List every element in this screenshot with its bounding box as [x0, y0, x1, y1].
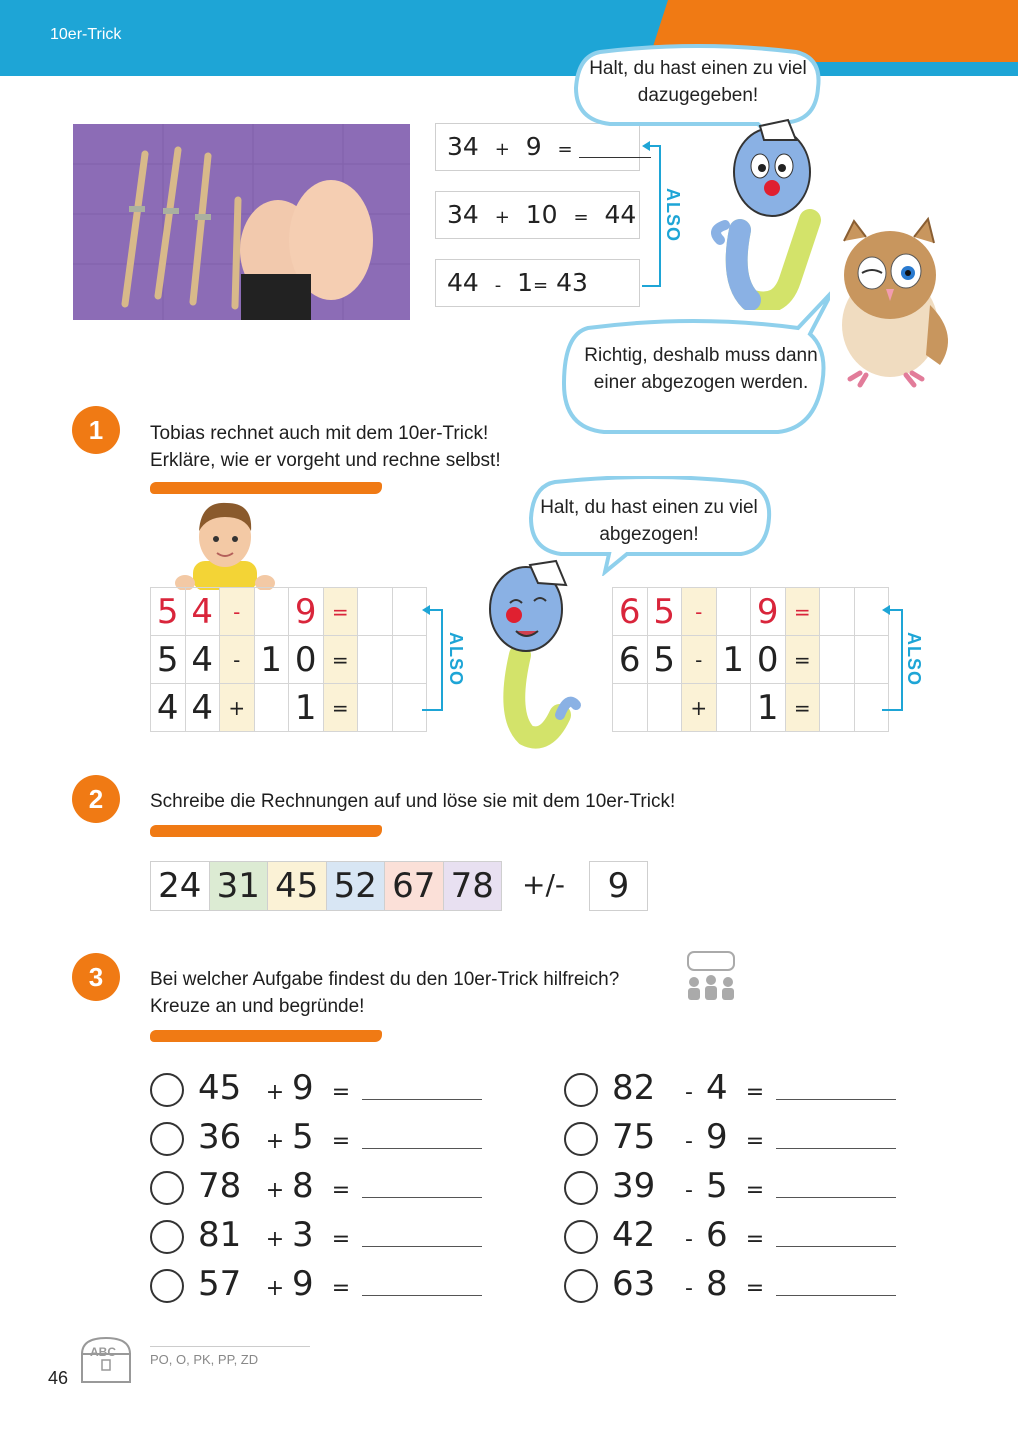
- answer-line[interactable]: [776, 1177, 896, 1198]
- speech-bubble-owl: Richtig, deshalb muss dann einer abgezogen werden.: [584, 345, 818, 393]
- grid-left: [150, 587, 427, 732]
- answer-line[interactable]: [776, 1079, 896, 1100]
- brush-underline: [150, 482, 382, 494]
- grid-right-row-1: [613, 588, 889, 636]
- checkbox-circle[interactable]: [150, 1073, 184, 1107]
- also-label: ALSO: [904, 632, 924, 687]
- grid-cell: 0: [751, 636, 786, 684]
- grid-cell: [254, 588, 289, 636]
- also-label: ALSO: [663, 188, 683, 243]
- grid-cell: -: [220, 636, 255, 684]
- grid-cell: 9: [289, 588, 324, 636]
- task1-instruction: [150, 420, 501, 474]
- number-cell: 52: [326, 862, 385, 911]
- answer-line[interactable]: [362, 1079, 482, 1100]
- number-cell: 31: [209, 862, 268, 911]
- grid-cell: 5: [647, 588, 682, 636]
- grid-cell: +: [682, 684, 717, 732]
- number-cell: 78: [443, 862, 502, 911]
- chest-label: ABC: [90, 1345, 116, 1359]
- grid-cell-answer[interactable]: [358, 684, 393, 732]
- intro-equation-3: 44 - 1= 43: [435, 259, 640, 307]
- answer-line[interactable]: [776, 1275, 896, 1296]
- task-number-1: 1: [72, 406, 120, 454]
- grid-cell: 4: [185, 588, 220, 636]
- task3-line1: Bei welcher Aufgabe findest du den 10er-Trick hilfreich?: [150, 969, 620, 990]
- grid-cell: 4: [151, 684, 186, 732]
- grid-cell: +: [220, 684, 255, 732]
- brush-underline: [150, 825, 382, 837]
- grid-cell: =: [323, 684, 358, 732]
- checkbox-circle[interactable]: [150, 1171, 184, 1205]
- grid-cell: [716, 684, 751, 732]
- exercise-left-1: 45 + 9 =: [150, 1068, 482, 1108]
- grid-cell-answer[interactable]: [647, 684, 682, 732]
- task3-instruction: [150, 966, 619, 1020]
- operator-label: +/-: [522, 868, 565, 901]
- grid-cell: 1: [289, 684, 324, 732]
- exercise-right-3: 39 - 5 =: [564, 1166, 896, 1206]
- task3-line2: Kreuze an und begründe!: [150, 996, 365, 1017]
- grid-cell-answer[interactable]: [820, 684, 855, 732]
- checkbox-circle[interactable]: [150, 1220, 184, 1254]
- exercise-right-5: 63 - 8 =: [564, 1264, 896, 1304]
- checkbox-circle[interactable]: [564, 1073, 598, 1107]
- speech-bubble-worm: Halt, du hast einen zu viel dazugegeben!: [589, 58, 807, 106]
- grid-cell: =: [323, 588, 358, 636]
- sticks-photo: [73, 124, 410, 320]
- answer-line[interactable]: [362, 1275, 482, 1296]
- grid-cell: 0: [289, 636, 324, 684]
- checkbox-circle[interactable]: [564, 1171, 598, 1205]
- exercise-left-4: 81 + 3 =: [150, 1215, 482, 1255]
- exercise-right-2: 75 - 9 =: [564, 1117, 896, 1157]
- treasure-chest-icon: [78, 1336, 134, 1386]
- grid-cell: -: [682, 588, 717, 636]
- grid-cell: =: [785, 684, 820, 732]
- page-number: 46: [48, 1368, 69, 1388]
- grid-right-row-3: [613, 684, 889, 732]
- footer-divider: [150, 1346, 310, 1347]
- exercise-left-2: 36 + 5 =: [150, 1117, 482, 1157]
- checkbox-circle[interactable]: [150, 1122, 184, 1156]
- number-row: [150, 861, 502, 911]
- answer-line[interactable]: [362, 1226, 482, 1247]
- grid-cell: 9: [751, 588, 786, 636]
- owl-character: [830, 215, 965, 390]
- boy-photo: [175, 495, 275, 590]
- checkbox-circle[interactable]: [564, 1269, 598, 1303]
- worm-character: [480, 555, 585, 750]
- task-number-2: 2: [72, 775, 120, 823]
- answer-line[interactable]: [362, 1128, 482, 1149]
- number-cell: 45: [268, 862, 327, 911]
- grid-cell: 5: [151, 588, 186, 636]
- grid-cell: [254, 684, 289, 732]
- grid-cell: 5: [151, 636, 186, 684]
- grid-cell: 4: [185, 636, 220, 684]
- answer-line[interactable]: [362, 1177, 482, 1198]
- number-cell: 24: [151, 862, 210, 911]
- task1-line1: Tobias rechnet auch mit dem 10er-Trick!: [150, 423, 489, 444]
- grid-left-row-1: [151, 588, 427, 636]
- grid-cell-answer[interactable]: [820, 588, 855, 636]
- speech-bubble-task1: Halt, du hast einen zu viel abgezogen!: [540, 497, 758, 545]
- grid-cell: =: [785, 636, 820, 684]
- grid-cell: -: [682, 636, 717, 684]
- brush-underline: [150, 1030, 382, 1042]
- checkbox-circle[interactable]: [150, 1269, 184, 1303]
- checkbox-circle[interactable]: [564, 1220, 598, 1254]
- number-cell: 67: [385, 862, 444, 911]
- grid-cell: 4: [185, 684, 220, 732]
- answer-line[interactable]: [776, 1226, 896, 1247]
- exercise-left-3: 78 + 8 =: [150, 1166, 482, 1206]
- exercise-right-1: 82 - 4 =: [564, 1068, 896, 1108]
- task-number-3: 3: [72, 953, 120, 1001]
- grid-cell: 1: [254, 636, 289, 684]
- intro-equation-1: 34 + 9 =: [435, 123, 640, 171]
- worm-character: [700, 110, 830, 310]
- grid-cell: -: [220, 588, 255, 636]
- exercise-right-4: 42 - 6 =: [564, 1215, 896, 1255]
- grid-left-row-3: [151, 684, 427, 732]
- grid-cell: 1: [751, 684, 786, 732]
- grid-cell: 1: [716, 636, 751, 684]
- intro-equation-2: 34 + 10 = 44: [435, 191, 640, 239]
- exercise-left-5: 57 + 9 =: [150, 1264, 482, 1304]
- task2-instruction: Schreibe die Rechnungen auf und löse sie mit dem 10er-Trick!: [150, 791, 676, 812]
- grid-cell: =: [323, 636, 358, 684]
- grid-cell: 6: [613, 636, 648, 684]
- grid-cell-answer[interactable]: [358, 636, 393, 684]
- checkbox-circle[interactable]: [564, 1122, 598, 1156]
- grid-left-row-2: [151, 636, 427, 684]
- grid-cell-answer[interactable]: [820, 636, 855, 684]
- operand-box: 9: [589, 861, 648, 911]
- task1-line2: Erkläre, wie er vorgeht und rechne selbst!: [150, 450, 501, 471]
- grid-cell: 5: [647, 636, 682, 684]
- group-discussion-icon: [684, 950, 738, 1002]
- grid-cell: 6: [613, 588, 648, 636]
- grid-right-row-2: [613, 636, 889, 684]
- grid-right: [612, 587, 889, 732]
- grid-cell-answer[interactable]: [613, 684, 648, 732]
- grid-cell-answer[interactable]: [358, 588, 393, 636]
- answer-line[interactable]: [776, 1128, 896, 1149]
- page-title: 10er-Trick: [50, 26, 122, 43]
- grid-cell: =: [785, 588, 820, 636]
- competency-codes: PO, O, PK, PP, ZD: [150, 1352, 259, 1367]
- grid-cell: [716, 588, 751, 636]
- also-label: ALSO: [446, 632, 466, 687]
